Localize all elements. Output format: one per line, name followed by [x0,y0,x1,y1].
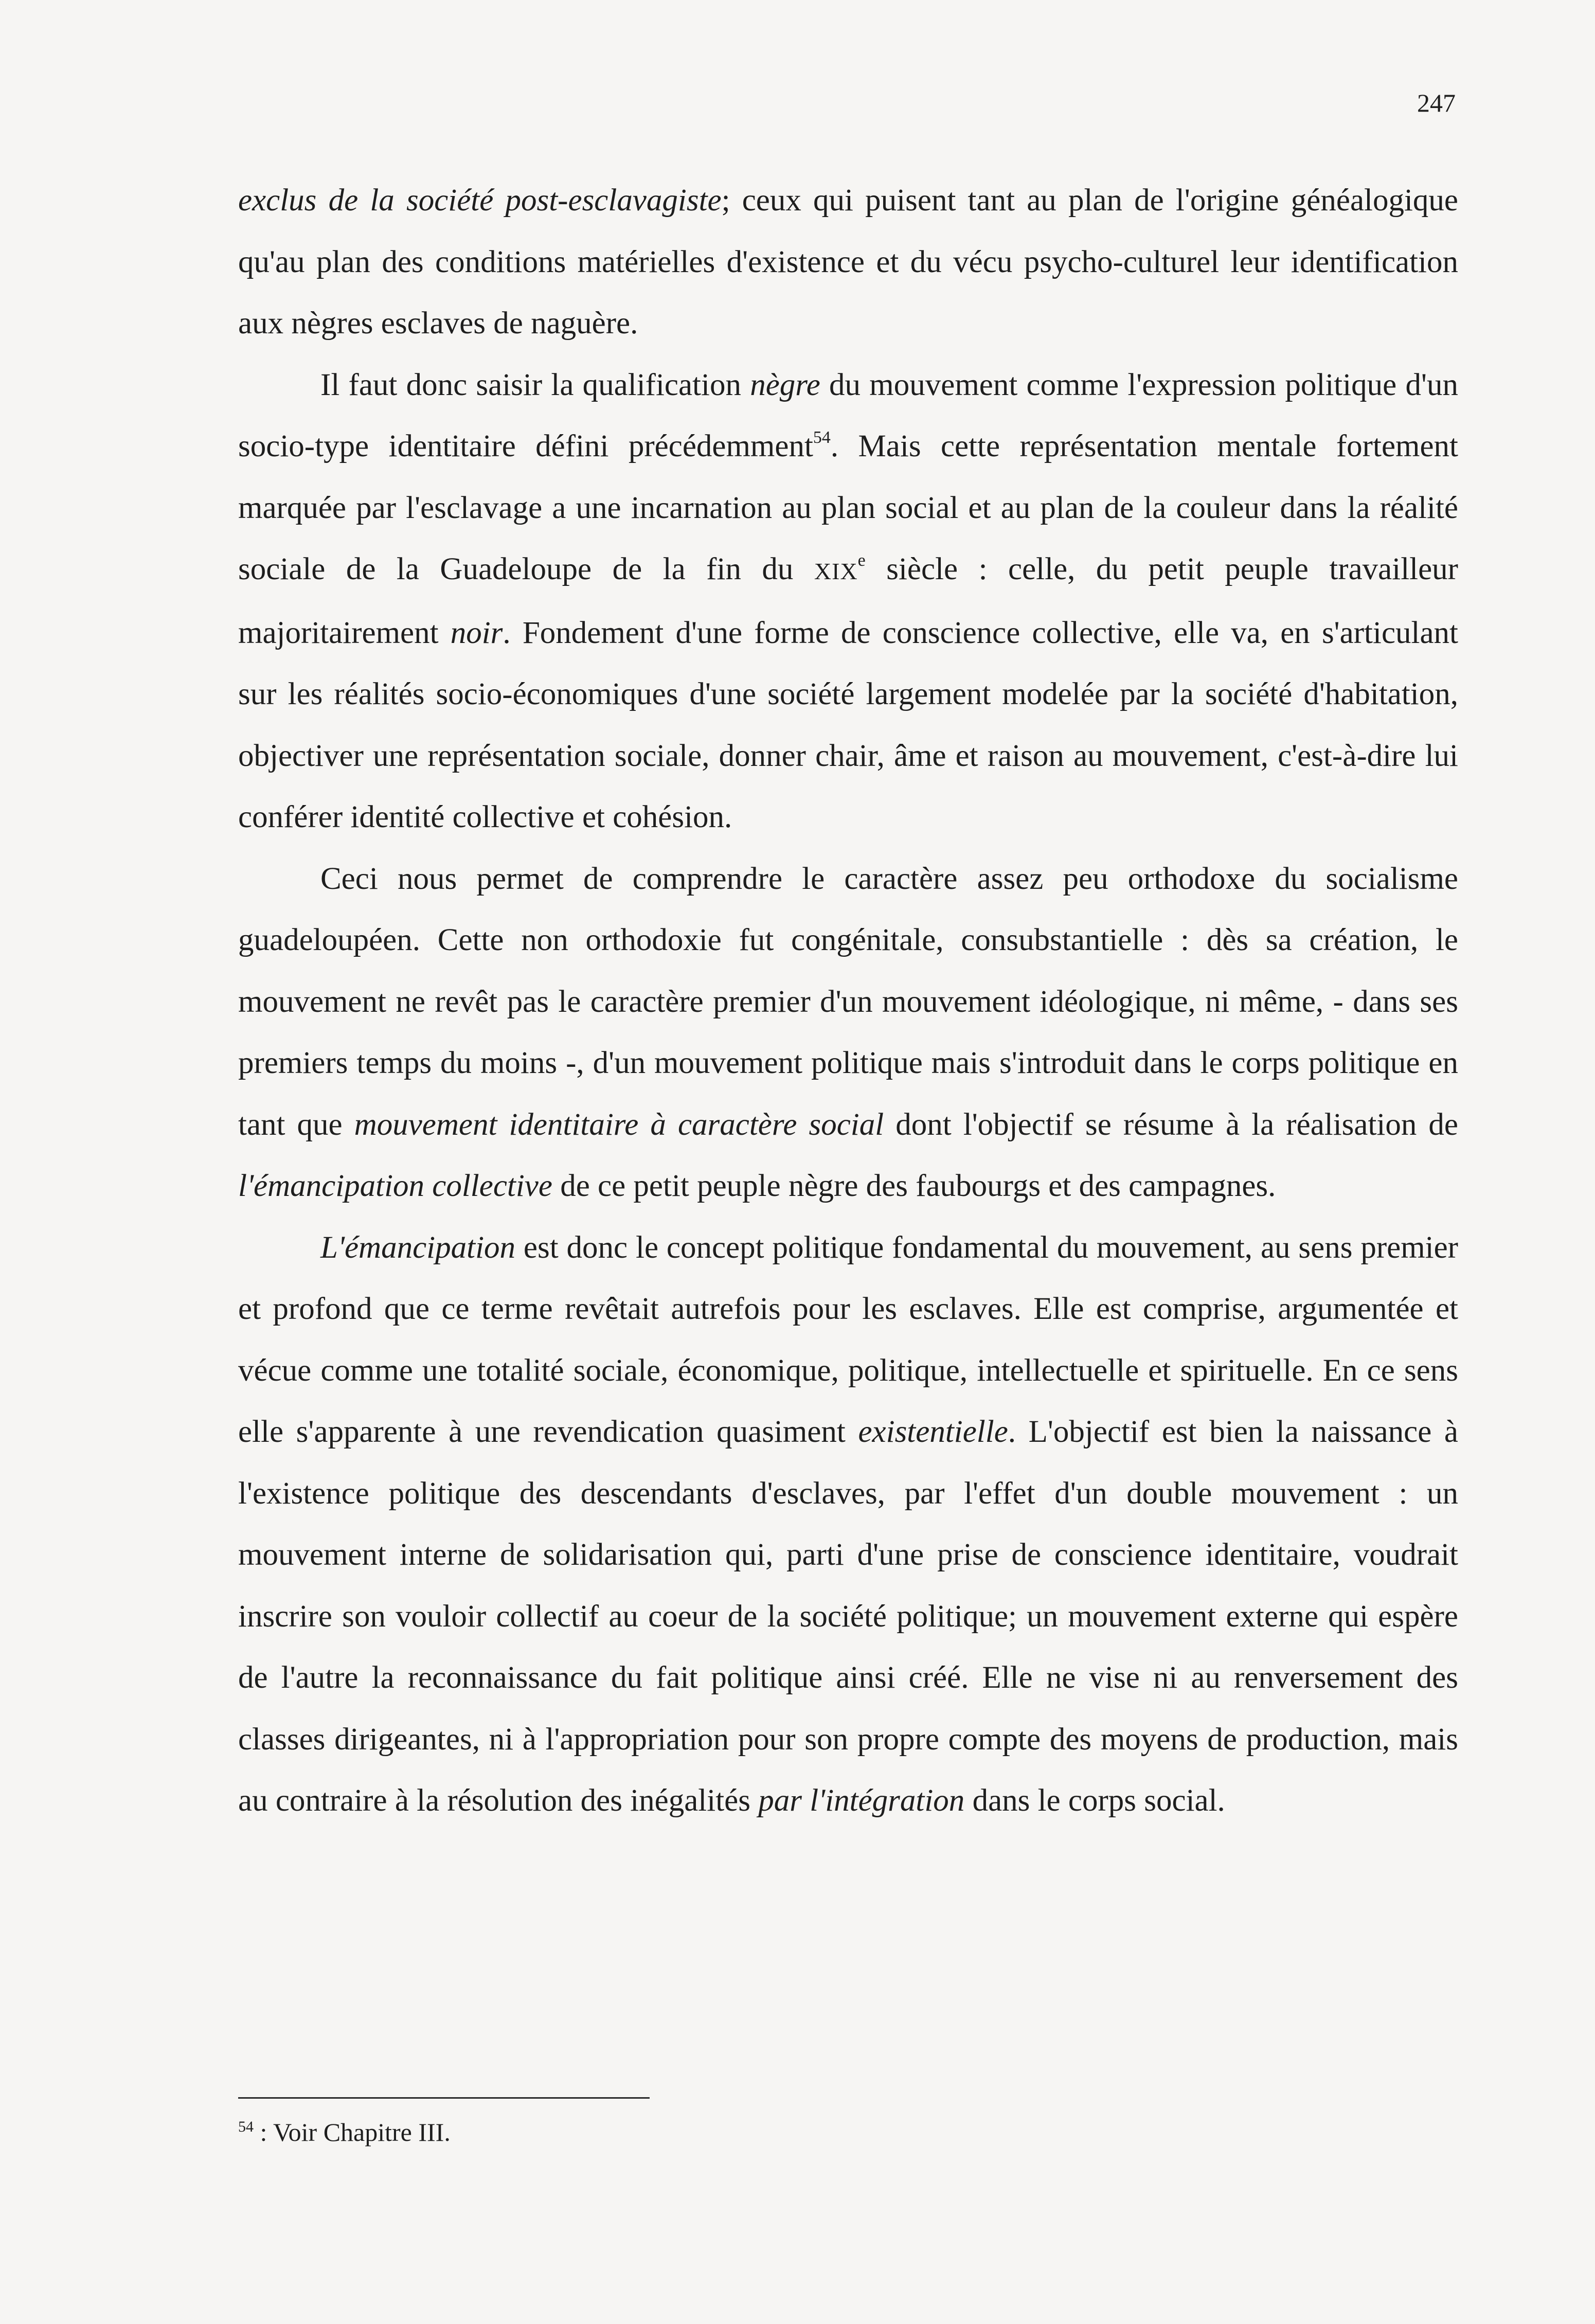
text-run: de ce petit peuple nègre des faubourgs et des campagnes. [552,1169,1276,1203]
paragraph [238,1217,1458,1832]
superscript: 54 [813,428,831,447]
italic-text: exclus de la société post-esclavagiste [238,183,722,218]
text-run: . L'objectif est bien la naissance à l'existence politique des descendants d'esclaves, par l'effet d'un double mouvement : un mouvement interne de solidarisation qui, parti d'une prise de conscience identitaire, voudrait inscrire son vouloir collectif au coeur de la société politique; un mouvement externe qui espère de l'autre la reconnaissance du fait politique ainsi créé. Elle ne vise ni au renversement des classes dirigeantes, ni à l'appropriation pour son propre compte des moyens de production, mais au contraire à la résolution des inégalités [238,1415,1458,1818]
text-run: Il faut donc saisir la qualification [320,367,750,402]
text-run: . Mais cette représentation mentale fortement marquée par l'esclavage a une incarnation au plan social et au plan de la couleur dans la réalité sociale de la Guadeloupe de la fin du [238,429,1458,586]
text-run: dans le corps social. [964,1783,1225,1818]
footnote-text: : Voir Chapitre III. [254,2118,451,2147]
body-text [238,170,1458,1832]
text-run: dont l'objectif se résume à la réalisation de [884,1107,1459,1142]
footnote-separator [238,2097,650,2099]
italic-text: nègre [750,367,820,402]
text-run: Ceci nous permet de comprendre le caractère assez peu orthodoxe du socialisme guadeloupéen. Cette non orthodoxie fut congénitale, consubstantielle : dès sa création, le mouvement ne revêt pas le caractère premier d'un mouvement idéologique, ni même, - dans ses premiers temps du moins -, d'un mouvement politique mais s'introduit dans le corps politique en tant que [238,861,1458,1142]
footnote-marker: 54 [238,2118,254,2135]
italic-text: l'émancipation collective [238,1169,552,1203]
paragraph [238,354,1458,848]
text-run: est donc le concept politique fondamental du mouvement, au sens premier et profond que ce terme revêtait autrefois pour les esclaves. Elle est comprise, argumentée et vécue comme une totalité sociale, économique, politique, intellectuelle et spirituelle. En ce sens elle s'apparente à une revendication quasiment [238,1230,1458,1449]
roman-numeral: XIX [814,558,858,584]
text-run: siècle : celle, du petit peuple travailleur majoritairement [238,552,1458,650]
text-run: . Fondement d'une forme de conscience collective, elle va, en s'articulant sur les réalités socio-économiques d'une société largement modelée par la société d'habitation, objectiver une représentation sociale, donner chair, âme et raison au mouvement, c'est-à-dire lui conférer identité collective et cohésion. [238,615,1458,834]
italic-text: mouvement identitaire à caractère social [354,1107,884,1142]
text-run: ; ceux qui puisent tant au plan de l'origine généalogique qu'au plan des conditions matérielles d'existence et du vécu psycho-culturel leur identification aux nègres esclaves de naguère. [238,183,1458,341]
footnote [238,2117,451,2148]
italic-text: existentielle [858,1415,1008,1449]
paragraph [238,848,1458,1217]
italic-text: L'émancipation [320,1230,516,1265]
superscript: e [857,551,866,570]
paragraph [238,170,1458,354]
page-number: 247 [1417,88,1456,117]
text-run: du mouvement comme l'expression politique d'un socio-type identitaire défini précédemment [238,367,1458,463]
italic-text: par l'intégration [758,1783,965,1818]
italic-text: noir [450,615,503,650]
